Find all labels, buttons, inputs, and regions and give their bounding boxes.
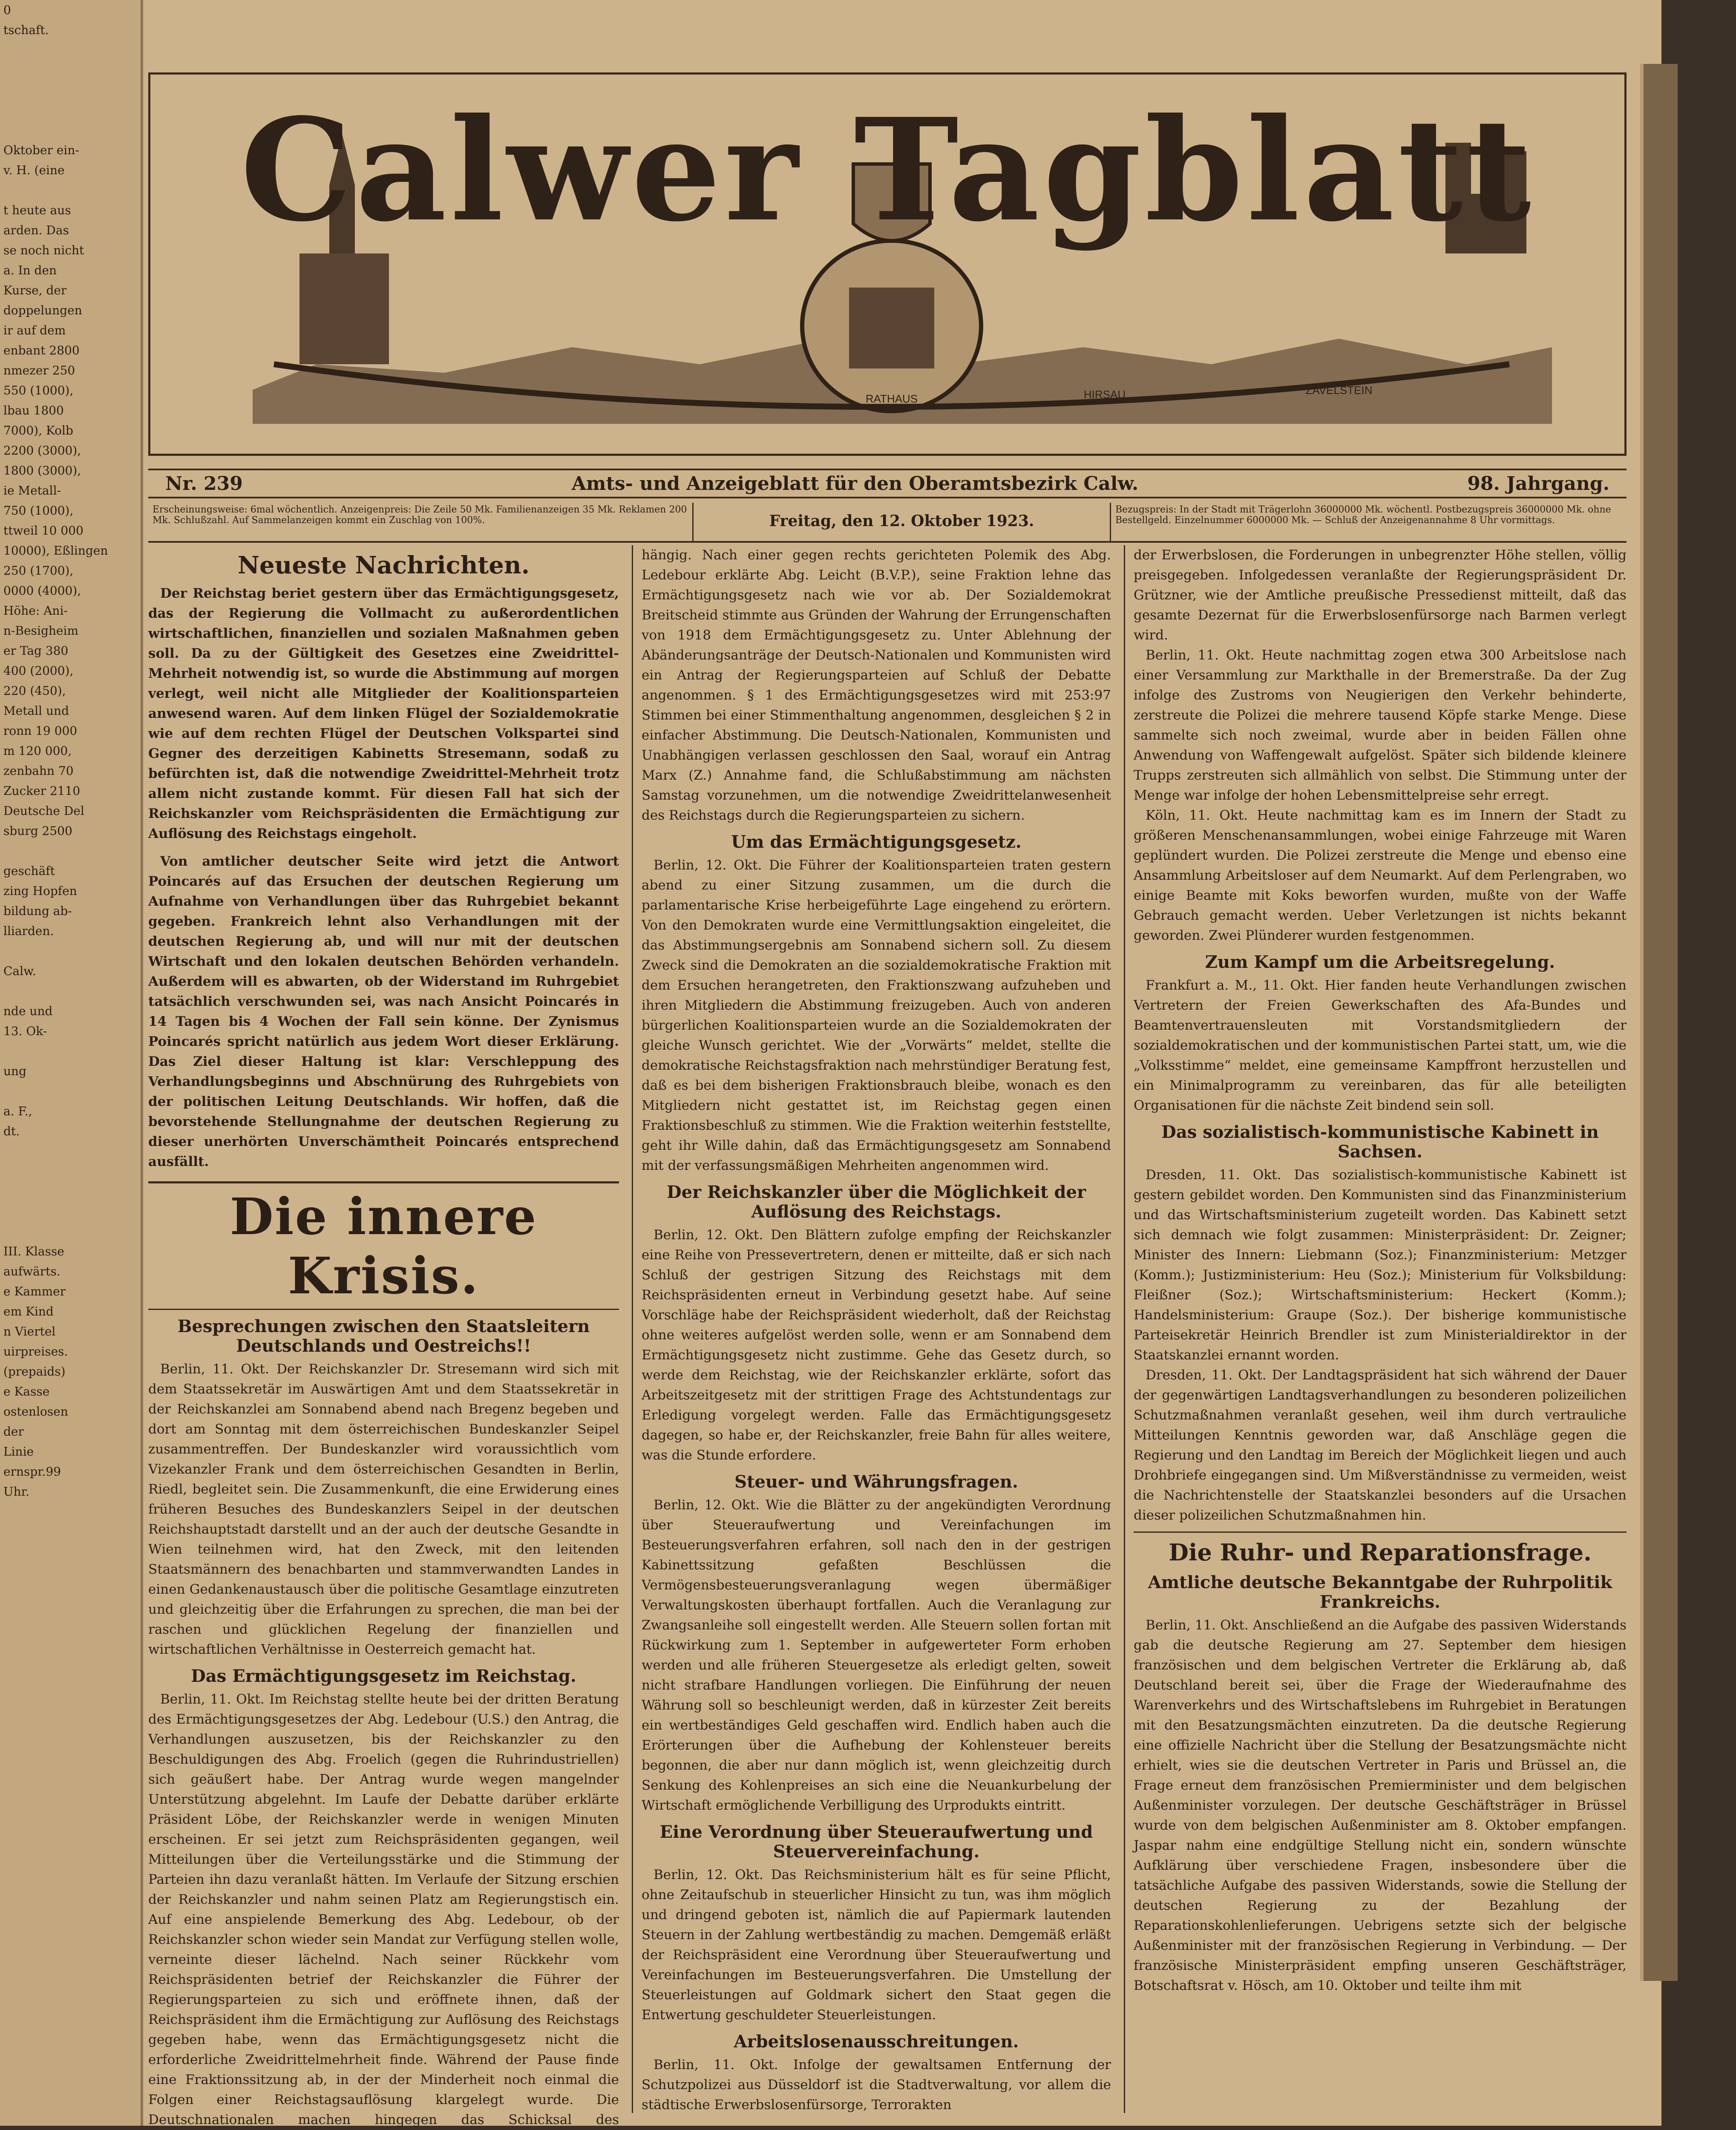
headline-ruhr-reparationsfrage: Die Ruhr- und Reparationsfrage.: [1169, 1539, 1592, 1566]
left-strip-line: Deutsche Del: [3, 804, 84, 818]
newspaper-title: Calwer Tagblatt: [240, 87, 1534, 253]
masthead-subtitle: Amts- und Anzeigeblatt für den Oberamtsbezirk Calw.: [571, 472, 1139, 495]
column-3: [1124, 545, 1627, 2113]
left-strip-line: zenbahn 70: [3, 764, 74, 778]
left-strip-line: ronn 19 000: [3, 724, 78, 738]
illus-label-zavelstein: ZAVELSTEIN: [1305, 384, 1373, 397]
front-page: [148, 72, 1631, 2127]
subheadline: Steuer- und Währungsfragen.: [734, 1472, 1018, 1492]
article-paragraph: Von amtlicher deutscher Seite wird jetzt die Antwort Poincarés auf das Ersuchen der deutschen Regierung um Aufnahme von Verhandlungen über das Ruhrgebiet bekannt gegeben. Frankreich lehnt also Verhandlungen mit der deutschen Regierung ab, und will nur mit der deutschen Wirtschaft und den lokalen deutschen Behörden verhandeln. Außerdem will es abwarten, ob der Widerstand im Ruhrgebiet tatsächlich verschwunden sei, was nach Ansicht Poincarés in 14 Tagen bis 4 Wochen der Fall sein könne. Der Zynismus Poincarés spricht natürlich aus jedem Wort dieser Erklärung. Das Ziel dieser Haltung ist klar: Verschleppung des Verhandlungsbeginns und Abschnürung des Ruhrgebiets von der politischen Leitung Deutschlands. Wir hoffen, daß die bevorstehende Stellungnahme der deutschen Regierung zu dieser unerhörten Unverschämtheit Poincarés entsprechend ausfällt.: [148, 854, 619, 1169]
left-strip-line: Kurse, der: [3, 283, 67, 297]
left-strip-line: Höhe: Ani-: [3, 604, 68, 618]
left-strip-line: nde und: [3, 1004, 53, 1018]
left-strip-line: Uhr.: [3, 1485, 29, 1499]
issue-date: Freitag, den 12. Oktober 1923.: [694, 503, 1111, 541]
article-paragraph: der Erwerbslosen, die Forderungen in unbegrenzter Höhe stellen, völlig preisgegeben. Infolgedessen veranlaßte der Regierungspräsident Dr. Grützner, wie der Amtliche preußische Pressedienst mitteilt, daß das gesamte Dezernat für die Erwerbslosenfürsorge nach Barmen verlegt wird.: [1134, 547, 1627, 643]
left-strip-line: ung: [3, 1064, 26, 1078]
left-strip-line: [0, 40, 141, 60]
left-strip-line: [0, 841, 141, 861]
adjacent-page-strip: [0, 0, 143, 2126]
subheadline: Um das Ermächtigungsgesetz.: [731, 832, 1022, 852]
left-strip-line: 1800 (3000),: [3, 463, 81, 478]
subheadline: Der Reichskanzler über die Möglichkeit der Auflösung des Reichstags.: [666, 1182, 1086, 1222]
article-paragraph: Dresden, 11. Okt. Das sozialistisch-kommunistische Kabinett ist gestern gebildet worden. Den Kommunisten sind das Finanzministerium und das Wirtschaftsministerium zugeteilt worden. Das Kabinett setzt sich demnach wie folgt zusammen: Ministerpräsident: Dr. Zeigner; Minister des Innern: Liebmann (Soz.); Finanzministerium: Metzger (Komm.); Justizministerium: Heu (Soz.); Ministerium für Volksbildung: Fleißner (Soz.); Wirtschaftsministerium: Heckert (Komm.); Handelsministerium: Graupe (Soz.). Der bisherige kommunistische Parteisekretär Heinrich Brendler ist zum Ministerialdirektor in der Staatskanzlei ernannt worden.: [1134, 1167, 1627, 1363]
left-strip-line: v. H. (eine: [3, 163, 65, 177]
left-strip-line: n Viertel: [3, 1324, 56, 1338]
left-strip-line: lliarden.: [3, 924, 54, 938]
left-strip-line: arden. Das: [3, 223, 69, 237]
left-strip-line: enbant 2800: [3, 343, 80, 357]
column-2: [632, 545, 1111, 2113]
left-strip-line: III. Klasse: [3, 1244, 64, 1258]
article-paragraph: Der Reichstag beriet gestern über das Ermächtigungsgesetz, das der Regierung die Vollmacht zu außerordentlichen wirtschaftlichen, finanziellen und sozialen Maßnahmen geben soll. Da zu der Gültigkeit des Gesetzes eine Zweidrittel-Mehrheit notwendig ist, so wurde die Abstimmung auf morgen verlegt, weil nicht alle Mitglieder der Koalitionsparteien anwesend waren. Auf dem linken Flügel der Sozialdemokratie wie auf dem rechten Flügel der Deutschen Volkspartei sind Gegner des derzeitigen Kabinetts Stresemann, sodaß zu befürchten ist, daß die notwendige Zweidrittel-Mehrheit trotz allem nicht zustande kommt. Für diesen Fall hat sich der Reichskanzler vom Reichspräsidenten die Ermächtigung zur Auflösung des Reichstags eingeholt.: [148, 586, 619, 841]
left-strip-line: ir auf dem: [3, 323, 66, 337]
left-strip-line: 0000 (4000),: [3, 584, 81, 598]
subheadline: Das sozialistisch-kommunistische Kabinett in Sachsen.: [1161, 1122, 1599, 1162]
left-strip-line: [0, 1141, 141, 1161]
left-strip-line: ttweil 10 000: [3, 524, 83, 538]
publication-terms: Erscheinungsweise: 6mal wöchentlich. Anzeigenpreis: Die Zeile 50 Mk. Familienanzeigen 35 Mk. Reklamen 200 Mk. Schlußzahl. Auf Sammelanzeigen kommt ein Zuschlag von 100%.: [148, 503, 694, 541]
left-strip-line: [0, 1161, 141, 1181]
left-strip-line: a. F.,: [3, 1104, 32, 1118]
article-paragraph: Berlin, 11. Okt. Infolge der gewaltsamen Entfernung der Schutzpolizei aus Düsseldorf ist die Stadtverwaltung, vor allem die städtische Erwerbslosenfürsorge, Terrorakten: [642, 2057, 1111, 2113]
left-strip-line: a. In den: [3, 263, 57, 277]
left-strip-line: [0, 1221, 141, 1241]
left-strip-line: ie Metall-: [3, 484, 61, 498]
left-strip-line: 7000), Kolb: [3, 423, 73, 438]
left-strip-line: (prepaids): [3, 1364, 66, 1379]
left-strip-line: [0, 1201, 141, 1221]
left-strip-line: 250 (1700),: [3, 564, 74, 578]
section-rule: [1134, 1531, 1627, 1533]
left-strip-line: 0: [3, 3, 11, 17]
subheadline: Eine Verordnung über Steueraufwertung und Steuervereinfachung.: [659, 1822, 1093, 1862]
headline-neueste-nachrichten: Neueste Nachrichten.: [237, 551, 530, 579]
left-strip-line: [0, 80, 141, 100]
left-strip-line: aufwärts.: [3, 1264, 60, 1278]
subscription-terms: Bezugspreis: In der Stadt mit Trägerlohn 36000000 Mk. wöchentl. Postbezugspreis 36000000 Mk. ohne Bestellgeld. Einzelnummer 6000000 Mk. — Schluß der Anzeigenannahme 8 Uhr vormittags.: [1115, 504, 1611, 526]
article-paragraph: Berlin, 12. Okt. Wie die Blätter zu der angekündigten Verordnung über Steueraufwertung und Vereinfachungen im Besteuerungsverfahren erfahren, soll nach den in der gestrigen Kabinettssitzung gefaßten Beschlüssen die Vermögensbesteuerungsveranlagung wegen übermäßiger Verwaltungskosten überhaupt fortfallen. Auch die Veranlagung zur Zwangsanleihe soll eingestellt werden. Alle Steuern sollen fortan mit Rückwirkung zum 1. September in aufgewerteter Form erhoben werden und alle früheren Steuergesetze als erledigt gelten, soweit nicht strafbare Handlungen vorliegen. Die Einführung der neuen Währung soll so beschleunigt werden, daß in kürzester Zeit bereits ein wertbeständiges Geld geschaffen wird. Endlich haben auch die Erörterungen über die Aufhebung der Kohlensteuer bereits begonnen, die aber nur dann möglich ist, wenn gleichzeitig durch Senkung des Kohlenpreises an sich eine die Neuankurbelung der Wirtschaft ermöglichende Verbilligung des Urprodukts eintritt.: [642, 1497, 1111, 1813]
left-strip-line: Linie: [3, 1445, 34, 1459]
left-strip-line: [0, 941, 141, 961]
left-strip-line: 400 (2000),: [3, 664, 74, 678]
issue-number: Nr. 239: [165, 472, 243, 495]
left-strip-line: bildung ab-: [3, 904, 72, 918]
article-paragraph: Berlin, 11. Okt. Anschließend an die Aufgabe des passiven Widerstands gab die deutsche Regierung am 27. September dem hiesigen französischen und dem belgischen Vertreter die Erklärung ab, daß Deutschland bereit sei, über die Frage der Wiederaufnahme des Warenverkehrs und des Wirtschaftslebens im Ruhrgebiet in Beratungen mit den Besatzungsmächten einzutreten. Da die deutsche Regierung eine offizielle Nachricht über die Stellung der Besatzungsmächte nicht erhielt, wies sie die deutschen Vertreter in Paris und Brüssel an, die Frage erneut dem französischen Premierminister und dem belgischen Außenminister vorzulegen. Der deutsche Geschäftsträger in Brüssel wurde von dem belgischen Außenminister am 8. Oktober empfangen. Jaspar nahm eine endgültige Stellung nicht ein, sondern wünschte Aufklärung über verschiedene Fragen, insbesondere über die tatsächliche Aufgabe des passiven Widerstands, sowie die Stellung der deutschen Regierung zu der Bezahlung der Reparationskohlenlieferungen. Uebrigens setzte sich der belgische Außenminister mit der französischen Regierung in Verbindung. — Der französische Ministerpräsident empfing unseren Geschäftsträger, Botschaftsrat v. Hösch, am 10. Oktober und teilte ihm mit: [1134, 1618, 1627, 1993]
article-paragraph: Frankfurt a. M., 11. Okt. Hier fanden heute Verhandlungen zwischen Vertretern der Freien Gewerkschaften des Afa-Bundes und Beamtenvertrauensleuten mit Vorstandsmitgliedern der sozialdemokratischen und der kommunistischen Partei statt, um, wie die „Volksstimme“ meldet, eine gemeinsame Kampffront herzustellen und ein Minimalprogramm zu vereinbaren, das für alle beteiligten Organisationen für die nächste Zeit bindend sein soll.: [1134, 978, 1627, 1113]
left-strip-line: n-Besigheim: [3, 624, 78, 638]
left-strip-line: se noch nicht: [3, 243, 84, 257]
book-binding-edge: [1640, 64, 1678, 1981]
left-strip-line: 750 (1000),: [3, 504, 74, 518]
left-strip-line: er Tag 380: [3, 644, 69, 658]
left-strip-line: em Kind: [3, 1304, 54, 1318]
left-strip-line: [0, 120, 141, 140]
article-paragraph: Dresden, 11. Okt. Der Landtagspräsident hat sich während der Dauer der gegenwärtigen Landtagsverhandlungen zu besonderen polizeilichen Schutzmaßnahmen veranlaßt gesehen, weil ihm durch vertrauliche Mitteilungen Kenntnis geworden war, daß Anschläge gegen die Regierung und den Landtag im Bereich der Möglichkeit liegen und auch Drohbriefe eingegangen sind. Um Mißverständnisse zu vermeiden, weist die Nachrichtenstelle der Staatskanzlei besonders auf die Ursachen dieser polizeilichen Schutzmaßnahmen hin.: [1134, 1367, 1627, 1523]
column-1: [148, 545, 619, 2127]
masthead-info-row: [148, 469, 1627, 498]
left-strip-line: der: [3, 1425, 24, 1439]
left-strip-line: Metall und: [3, 704, 69, 718]
left-strip-line: [0, 1081, 141, 1101]
subheadline: Das Ermächtigungsgesetz im Reichstag.: [191, 1666, 576, 1686]
article-paragraph: Berlin, 11. Okt. Im Reichstag stellte heute bei der dritten Beratung des Ermächtigungsgesetzes der Abg. Ledebour (U.S.) den Antrag, die Verhandlungen auszusetzen, bis der Reichskanzler zu den Beschuldigungen des Abg. Froelich (gegen die Ruhrindustriellen) sich geäußert habe. Der Antrag wurde wegen mangelnder Unterstützung abgelehnt. Im Laufe der Debatte darüber erklärte Präsident Löbe, der Reichskanzler werde in wenigen Minuten erscheinen. Er sei jetzt zum Reichspräsidenten gegangen, weil Mitteilungen über die Verteilungsstärke und die Stimmung der Parteien ihn dazu veranlaßt hätten. Im Verlaufe der Sitzung erschien der Reichskanzler und nahm seinen Platz am Regierungstisch ein. Auf eine anspielende Bemerkung des Abg. Ledebour, ob der Reichskanzler schon wieder sein Mandat zur Verfügung stellen wolle, verneinte dieser lächelnd. Nach seiner Rückkehr vom Reichspräsidenten betrief der Reichskanzler die Führer der Regierungsparteien zu sich und eröffnete ihnen, daß der Reichspräsident ihm die Ermächtigung zur Auflösung des Reichstags gegeben habe, wenn das Ermächtigungsgesetz nicht die erforderliche Zweidrittelmehrheit finde. Während der Pause finde eine Fraktionssitzung ab, in der der Minderheit noch einmal die Folgen einer Reichstagsauflösung klargelegt wurde. Die Deutschnationalen machen hingegen das Schicksal des: [148, 1692, 619, 2127]
left-strip-line: uirpreises.: [3, 1344, 68, 1359]
article-paragraph: Berlin, 11. Okt. Der Reichskanzler Dr. Stresemann wird sich mit dem Staatssekretär im Auswärtigen Amt und dem Staatssekretär in der Reichskanzlei am Sonnabend abend nach Bregenz begeben und dort am Sonntag mit dem österreichischen Bundeskanzler Seipel zusammentreffen. Der Bundeskanzler wird voraussichtlich vom Vizekanzler Frank und dem österreichischen Gesandten in Berlin, Riedl, begleitet sein. Die Zusammenkunft, die eine Erwiderung eines früheren Besuches des Bundeskanzlers Seipel in der deutschen Reichshauptstadt darstellt und an der auch der deutsche Gesandte in Wien teilnehmen wird, hat den Zweck, mit den leitenden Staatsmännern des benachbarten und stammverwandten Landes in einen Gedankenaustausch über die politische Gesamtlage einzutreten und gleichzeitig über die Erfahrungen zu sprechen, die man bei der raschen und glücklichen Regelung der finanziellen und wirtschaftlichen Verhältnisse in Oesterreich gemacht hat.: [148, 1361, 619, 1657]
left-strip-line: t heute aus: [3, 203, 71, 217]
left-strip-line: e Kammer: [3, 1284, 66, 1298]
left-strip-line: 10000), Eßlingen: [3, 544, 108, 558]
left-strip-line: dt.: [3, 1124, 20, 1138]
left-strip-line: [0, 1181, 141, 1201]
article-paragraph: Berlin, 12. Okt. Den Blättern zufolge empfing der Reichskanzler eine Reihe von Pressevertretern, denen er mitteilte, daß er sich nach Schluß der gestrigen Sitzung des Reichstags mit dem Reichspräsidenten erneut in Verbindung gesetzt habe. Auf seine Vorschläge habe der Reichspräsident wiederholt, daß der Reichstag ohne weiteres aufgelöst werden solle, wenn er am Sonnabend dem Ermächtigungsgesetz nicht zustimme. Gehe das Gesetz durch, so werde dem Reichstag, wie der Reichskanzler erklärte, sofort das Arbeitszeitgesetz mit der strittigen Frage des Achtstundentags zur Erledigung vorgelegt werden. Falle das Ermächtigungsgesetz dagegen, so habe er, der Reichskanzler, freie Bahn für alles weitere, was die Stunde erfordere.: [642, 1227, 1111, 1463]
left-strip-line: 13. Ok-: [3, 1024, 47, 1038]
left-strip-line: [0, 100, 141, 120]
left-strip-line: sburg 2500: [3, 824, 72, 838]
left-strip-line: doppelungen: [3, 303, 82, 317]
left-strip-line: [0, 180, 141, 200]
headline-die-innere-krisis: Die innere Krisis.: [148, 1181, 619, 1310]
left-strip-line: [0, 60, 141, 80]
terms-row: [148, 503, 1627, 543]
left-strip-line: nmezer 250: [3, 363, 75, 377]
left-strip-line: Calw.: [3, 964, 36, 978]
left-strip-line: Oktober ein-: [3, 143, 79, 157]
left-strip-line: m 120 000,: [3, 744, 72, 758]
article-paragraph: Berlin, 12. Okt. Das Reichsministerium hält es für seine Pflicht, ohne Zeitaufschub in steuerlicher Hinsicht zu tun, was ihm möglich und dringend geboten ist, nämlich die auf Papiermark lautenden Steuern in der Zahlung wertbeständig zu machen. Demgemäß erläßt der Reichspräsident eine Verordnung über Steueraufwertung und Vereinfachungen im Besteuerungsverfahren. Die Umstellung der Steuerleistungen auf Goldmark sichert den Staat gegen die Entwertung geschuldeter Steuerleistungen.: [642, 1867, 1111, 2023]
article-paragraph: hängig. Nach einer gegen rechts gerichteten Polemik des Abg. Ledebour erklärte Abg. Leicht (B.V.P.), seine Fraktion lehne das Ermächtigungsgesetz nach wie vor ab. Der Sozialdemokrat Breitscheid stimmte aus Gründen der Wahrung der Errungenschaften von 1918 dem Ermächtigungsgesetz zu. Unter Ablehnung der Abänderungsanträge der Deutsch-Nationalen und Kommunisten wird ein Antrag der Regierungsparteien auf Schluß der Debatte angenommen. § 1 des Ermächtigungsgesetzes wird mit 253:97 Stimmen bei einer Stimmenthaltung angenommen, desgleichen § 2 in einfacher Abstimmung. Die Deutsch-Nationalen, Kommunisten und Unabhängigen verlassen geschlossen den Saal, worauf ein Antrag Marx (Z.) Annahme fand, die Schlußabstimmung am nächsten Samstag vorzunehmen, um die notwendige Zweidrittelanwesenheit des Reichstags durch die Regierungsparteien zu sichern.: [642, 547, 1111, 823]
subheadline: Besprechungen zwischen den Staatsleitern Deutschlands und Oestreichs!!: [177, 1316, 590, 1356]
subheadline: Zum Kampf um die Arbeitsregelung.: [1205, 952, 1555, 972]
left-strip-line: ostenlosen: [3, 1405, 68, 1419]
left-strip-line: [0, 981, 141, 1001]
left-strip-line: geschäft: [3, 864, 55, 878]
article-paragraph: Köln, 11. Okt. Heute nachmittag kam es im Innern der Stadt zu größeren Menschenansammlungen, wobei einige Fahrzeuge mit Waren geplündert wurden. Die Polizei zerstreute die Menge und ebenso eine Ansammlung Arbeitsloser auf dem Neumarkt. Auf dem Perlengraben, wo einige Beamte mit Koks beworfen wurden, mußte von der Waffe Gebrauch gemacht werden. Ueber Verletzungen ist nichts bekannt geworden. Zwei Plünderer wurden festgenommen.: [1134, 808, 1627, 943]
left-strip-line: lbau 1800: [3, 403, 64, 417]
left-strip-line: [0, 1041, 141, 1061]
left-strip-line: tschaft.: [3, 23, 49, 37]
left-strip-line: Zucker 2110: [3, 784, 81, 798]
subheadline: Amtliche deutsche Bekanntgabe der Ruhrpolitik Frankreichs.: [1148, 1572, 1612, 1612]
illus-label-rathaus: RATHAUS: [865, 392, 918, 405]
volume-year: 98. Jahrgang.: [1467, 472, 1609, 495]
left-strip-line: zing Hopfen: [3, 884, 77, 898]
left-strip-line: 550 (1000),: [3, 383, 74, 397]
masthead: [148, 72, 1627, 456]
article-paragraph: Berlin, 11. Okt. Heute nachmittag zogen etwa 300 Arbeitslose nach einer Versammlung zur Markthalle in der Bremerstraße. Da der Zug infolge des Zustroms von Neugierigen den Verkehr behinderte, zerstreute die Polizei die mehrere tausend Köpfe starke Menge. Diese sammelte sich noch zweimal, wurde aber in beiden Fällen ohne Anwendung von Waffengewalt aufgelöst. Später sich bildende kleinere Trupps zerstreuten sich allmählich von selbst. Die Stimmung unter der Menge war infolge der hohen Lebensmittelpreise sehr erregt.: [1134, 648, 1627, 803]
left-strip-line: ernspr.99: [3, 1465, 61, 1479]
left-strip-line: e Kasse: [3, 1384, 50, 1399]
subheadline: Arbeitslosenausschreitungen.: [734, 2032, 1019, 2052]
left-strip-line: 2200 (3000),: [3, 443, 81, 458]
article-paragraph: Berlin, 12. Okt. Die Führer der Koalitionsparteien traten gestern abend zu einer Sitzung zusammen, um die durch die parlamentarische Krise herbeigeführte Lage eingehend zu erörtern. Von den Demokraten wurde eine Vermittlungsaktion eingeleitet, die das Abstimmungsergebnis am Sonnabend sichern soll. Zu diesem Zweck sind die Demokraten an die sozialdemokratische Fraktion mit dem Ersuchen herangetreten, den Fraktionszwang aufzuheben und ihren Mitgliedern die Abstimmung freizugeben. Auch von anderen bürgerlichen Koalitionsparteien wurde an die Sozialdemokraten der gleiche Wunsch gerichtet. Wie der „Vorwärts“ meldet, stellte die demokratische Reichstagsfraktion nach mehrstündiger Beratung fest, daß es bei dem bisherigen Fraktionsbrauch bleibe, wonach es den Mitgliedern nicht gestattet ist, im Reichstag gegen einen Fraktionsbeschluß zu stimmen. Wie die Fraktion weiterhin feststellte, geht ihr Wille dahin, daß das Ermächtigungsgesetz am Sonnabend mit der verfassungsmäßigen Mehrheiten angenommen wird.: [642, 858, 1111, 1173]
illus-label-hirsau: HIRSAU: [1083, 388, 1126, 401]
left-strip-line: 220 (450),: [3, 684, 66, 698]
